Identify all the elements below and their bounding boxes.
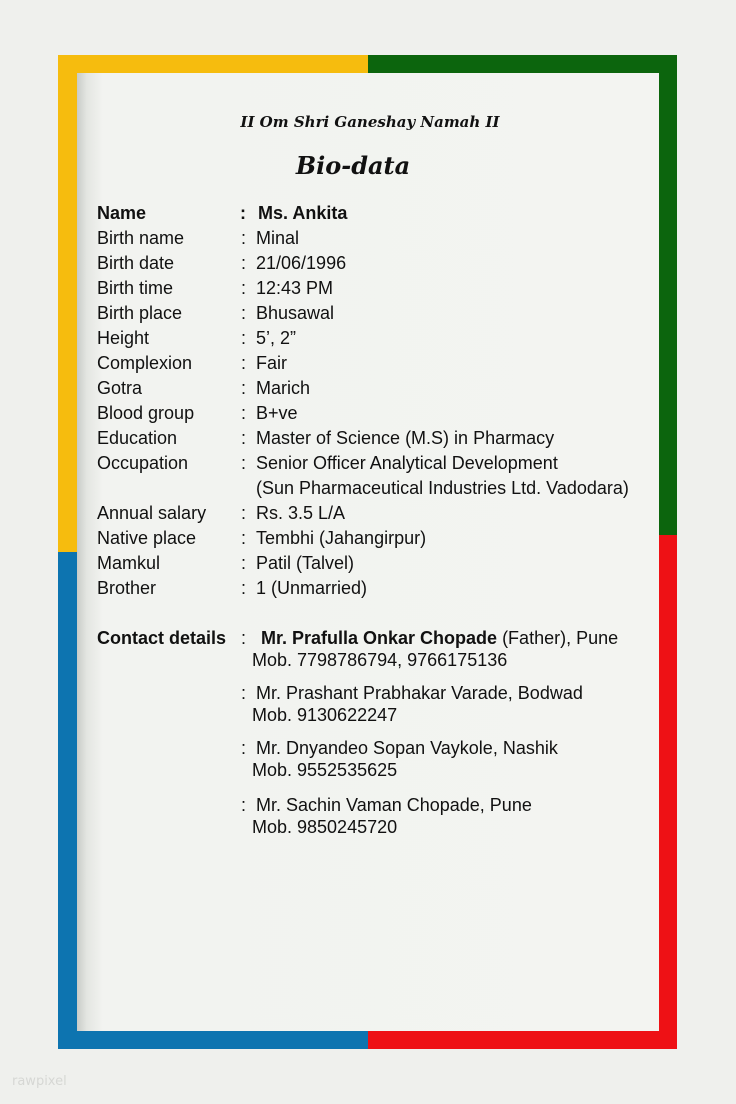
field-row-occupation [97, 451, 657, 476]
field-label: Birth name [97, 228, 185, 248]
field-label: Brother [97, 578, 157, 598]
field-separator: : [241, 303, 247, 323]
field-separator: : [241, 553, 247, 573]
field-row-birth-time [97, 276, 657, 301]
field-separator: : [241, 503, 247, 523]
field-row-mamkul [97, 551, 657, 576]
field-separator: : [241, 528, 247, 548]
contact-entry [241, 682, 583, 726]
field-value: Bhusawal [256, 303, 335, 323]
field-label: Complexion [97, 353, 193, 373]
field-label: Birth time [97, 278, 174, 298]
field-value: Patil (Talvel) [256, 553, 355, 573]
contact-name: Mr. Prafulla Onkar Chopade [261, 628, 498, 648]
field-row-birth-date [97, 251, 657, 276]
field-separator: : [241, 795, 247, 815]
page-title: Bio-data [295, 151, 411, 180]
field-value: B+ve [256, 403, 298, 423]
field-label: Birth date [97, 253, 175, 273]
contact-name: Mr. Dnyandeo Sopan Vaykole, Nashik [256, 738, 558, 758]
field-label: Native place [97, 528, 197, 548]
field-row-blood-group [97, 401, 657, 426]
invocation-line: II Om Shri Ganeshay Namah II [240, 113, 500, 131]
contact-name: Mr. Prashant Prabhakar Varade, Bodwad [256, 683, 583, 703]
field-row-complexion [97, 351, 657, 376]
field-separator: : [241, 353, 247, 373]
field-value: 5’, 2” [256, 328, 297, 348]
field-row-name [97, 201, 657, 226]
field-label: Height [97, 328, 150, 348]
details-list [97, 201, 657, 601]
field-separator: : [241, 228, 247, 248]
field-row-birth-name [97, 226, 657, 251]
field-row-occupation-continued [97, 476, 657, 501]
field-label: Birth place [97, 303, 183, 323]
field-row-birth-place [97, 301, 657, 326]
field-value: Fair [256, 353, 287, 373]
contact-relation: (Father), Pune [497, 628, 619, 648]
field-separator: : [241, 628, 247, 648]
field-separator: : [240, 203, 246, 223]
contact-mobile: Mob. 9850245720 [252, 817, 398, 837]
contact-mobile: Mob. 9552535625 [252, 760, 398, 780]
contact-entry [241, 737, 558, 781]
field-value: Senior Officer Analytical Development [256, 453, 558, 473]
field-value: 1 (Unmarried) [256, 578, 368, 598]
field-separator: : [241, 738, 247, 758]
field-value: Master of Science (M.S) in Pharmacy [256, 428, 555, 448]
contact-mobile: Mob. 9130622247 [252, 705, 398, 725]
field-value: 12:43 PM [256, 278, 334, 298]
contact-entry [241, 794, 532, 838]
field-value: Tembhi (Jahangirpur) [256, 528, 427, 548]
field-row-gotra [97, 376, 657, 401]
field-separator: : [241, 578, 247, 598]
field-value: Minal [256, 228, 300, 248]
field-separator: : [241, 683, 247, 703]
field-separator: : [241, 278, 247, 298]
contact-entry [241, 627, 618, 671]
field-label: Annual salary [97, 503, 207, 523]
field-label: Mamkul [97, 553, 161, 573]
field-row-native-place [97, 526, 657, 551]
field-label: Occupation [97, 453, 189, 473]
field-row-education [97, 426, 657, 451]
field-value-continued: (Sun Pharmaceutical Industries Ltd. Vadodara) [256, 478, 629, 498]
field-label: Gotra [97, 378, 143, 398]
field-value: Marich [256, 378, 311, 398]
field-label: Education [97, 428, 178, 448]
field-separator: : [241, 428, 247, 448]
field-row-brother [97, 576, 657, 601]
field-value: Rs. 3.5 L/A [256, 503, 346, 523]
field-value: 21/06/1996 [256, 253, 347, 273]
field-separator: : [241, 453, 247, 473]
contact-details-label: Contact details [97, 628, 227, 648]
field-separator: : [241, 378, 247, 398]
field-label: Blood group [97, 403, 195, 423]
field-row-annual-salary [97, 501, 657, 526]
field-value: Ms. Ankita [258, 203, 348, 223]
contact-name: Mr. Sachin Vaman Chopade, Pune [256, 795, 532, 815]
field-separator: : [241, 328, 247, 348]
field-row-height [97, 326, 657, 351]
field-label: Name [97, 203, 147, 223]
field-separator: : [241, 403, 247, 423]
contact-mobile: Mob. 7798786794, 9766175136 [252, 650, 508, 670]
field-separator: : [241, 253, 247, 273]
watermark-text: rawpixel [12, 1074, 67, 1089]
